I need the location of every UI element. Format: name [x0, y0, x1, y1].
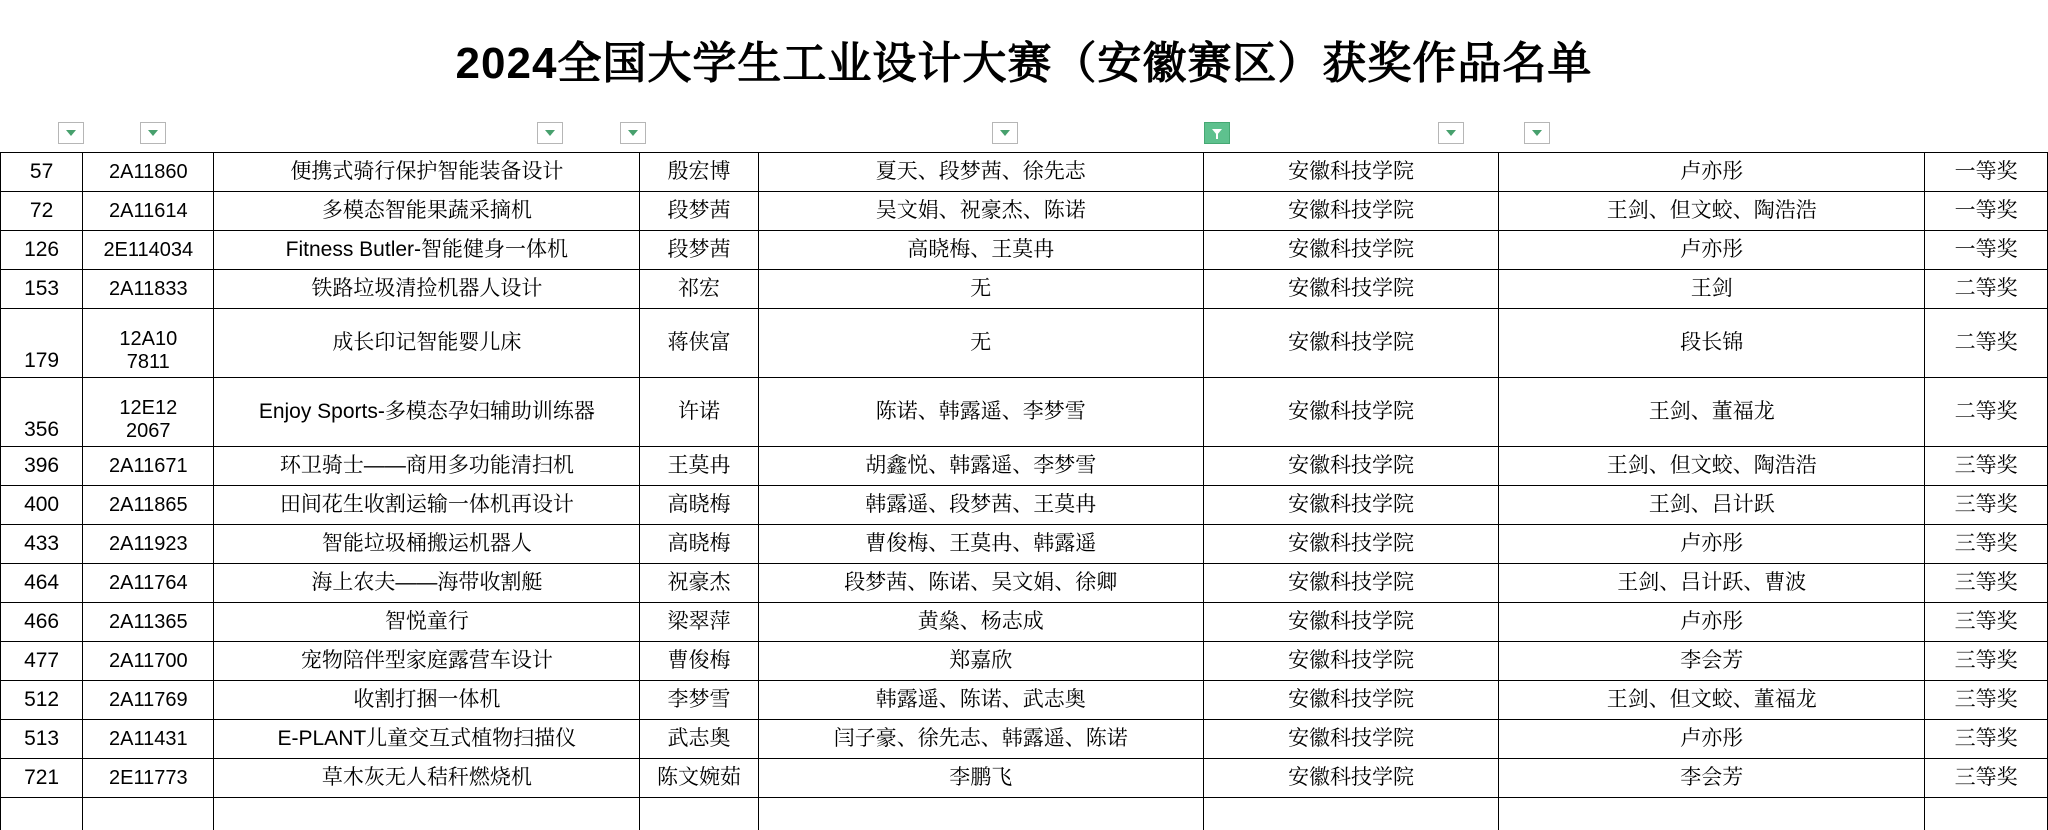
cell-advisor[interactable]: 李会芳	[1499, 759, 1925, 798]
cell-advisor[interactable]: 王剑、但文蛟、陶浩浩	[1499, 192, 1925, 231]
cell-id[interactable]: 57	[1, 153, 83, 192]
cell-id[interactable]: 466	[1, 603, 83, 642]
cell-award[interactable]: 二等奖	[1925, 270, 2048, 309]
award-list-table	[0, 152, 2048, 830]
cell-advisor[interactable]: 段长锦	[1499, 309, 1925, 378]
cell-school[interactable]: 安徽科技学院	[1203, 759, 1499, 798]
cell-first-author[interactable]: 许诺	[640, 378, 758, 447]
cell-first-author[interactable]: 段梦茜	[640, 231, 758, 270]
cell-code[interactable]: 2A11860	[83, 153, 214, 192]
cell-work-name[interactable]: Enjoy Sports-多模态孕妇辅助训练器	[214, 378, 640, 447]
table-row[interactable]	[1, 153, 2048, 192]
cell-code[interactable]: 2A11671	[83, 447, 214, 486]
filter-col-school[interactable]	[992, 122, 1018, 144]
cell-work-name[interactable]: 成长印记智能婴儿床	[214, 309, 640, 378]
filter-col-teacher[interactable]	[1204, 122, 1230, 144]
cell-award[interactable]: 三等奖	[1925, 603, 2048, 642]
cell-award[interactable]: 三等奖	[1925, 447, 2048, 486]
filter-col-id[interactable]	[58, 122, 84, 144]
table-row[interactable]	[1, 486, 2048, 525]
cell-advisor[interactable]: 王剑、但文蛟、董福龙	[1499, 681, 1925, 720]
cell-first-author[interactable]: 蒋侠富	[640, 309, 758, 378]
table-row[interactable]	[1, 759, 2048, 798]
code-line: 12A10	[85, 328, 211, 351]
cell-code[interactable]: 2A11431	[83, 720, 214, 759]
cell-code[interactable]: 2A11365	[83, 603, 214, 642]
cell-other-authors[interactable]: 陈诺、韩露遥、李梦雪	[758, 378, 1203, 447]
cell-other-authors[interactable]: 韩露遥、陈诺、武志奥	[758, 681, 1203, 720]
cell-code[interactable]: 2A11700	[83, 642, 214, 681]
cell-school[interactable]: 安徽科技学院	[1203, 681, 1499, 720]
cell-first-author[interactable]: 高晓梅	[640, 525, 758, 564]
cell-advisor[interactable]: 卢亦彤	[1499, 603, 1925, 642]
cell-id[interactable]: 356	[1, 378, 83, 447]
chevron-down-icon	[1532, 130, 1542, 136]
cell-other-authors[interactable]: 郑嘉欣	[758, 642, 1203, 681]
cell-advisor[interactable]: 王剑、但文蛟、陶浩浩	[1499, 447, 1925, 486]
cell-award[interactable]: 三等奖	[1925, 759, 2048, 798]
cell-advisor[interactable]: 卢亦彤	[1499, 525, 1925, 564]
filter-col-code[interactable]	[140, 122, 166, 144]
cell-advisor[interactable]: 王剑	[1499, 270, 1925, 309]
cell-other-authors[interactable]: 高晓梅、王莫冉	[758, 231, 1203, 270]
cell-other-authors[interactable]: 李鹏飞	[758, 759, 1203, 798]
cell-first-author[interactable]: 曹俊梅	[640, 642, 758, 681]
cell-work-name[interactable]: 环卫骑士——商用多功能清扫机	[214, 447, 640, 486]
cell-id[interactable]: 72	[1, 192, 83, 231]
cell-school[interactable]: 安徽科技学院	[1203, 231, 1499, 270]
cell-first-author[interactable]: 梁翠萍	[640, 603, 758, 642]
cell-code[interactable]: 2E11773	[83, 759, 214, 798]
table-row[interactable]	[1, 192, 2048, 231]
cell-school[interactable]: 安徽科技学院	[1203, 447, 1499, 486]
cell-work-name[interactable]: E-PLANT儿童交互式植物扫描仪	[214, 720, 640, 759]
cell-award[interactable]: 一等奖	[1925, 231, 2048, 270]
table-row[interactable]	[1, 378, 2048, 447]
title-row	[0, 0, 2048, 118]
code-line: 12E12	[85, 397, 211, 420]
cell-first-author[interactable]: 陈文婉茹	[640, 759, 758, 798]
cell-id[interactable]: 396	[1, 447, 83, 486]
cell-other-authors[interactable]: 无	[758, 270, 1203, 309]
cell-id[interactable]: 153	[1, 270, 83, 309]
filter-col-members[interactable]	[620, 122, 646, 144]
cell-work-name[interactable]: 海上农夫——海带收割艇	[214, 564, 640, 603]
cell-first-author[interactable]	[640, 798, 758, 830]
filter-col-author[interactable]	[537, 122, 563, 144]
cell-code[interactable]: 2E114034	[83, 231, 214, 270]
cell-code[interactable]: 2A11865	[83, 486, 214, 525]
chevron-down-icon	[1000, 130, 1010, 136]
cell-id[interactable]: 512	[1, 681, 83, 720]
cell-first-author[interactable]: 武志奥	[640, 720, 758, 759]
cell-code[interactable]: 2A11923	[83, 525, 214, 564]
cell-school[interactable]	[1203, 798, 1499, 830]
cell-award[interactable]: 三等奖	[1925, 525, 2048, 564]
cell-award[interactable]: 三等奖	[1925, 642, 2048, 681]
cell-first-author[interactable]: 段梦茜	[640, 192, 758, 231]
cell-id[interactable]: 126	[1, 231, 83, 270]
cell-other-authors[interactable]: 段梦茜、陈诺、吴文娟、徐卿	[758, 564, 1203, 603]
table-row[interactable]	[1, 309, 2048, 378]
filter-col-teacher2[interactable]	[1438, 122, 1464, 144]
chevron-down-icon	[628, 130, 638, 136]
table-row[interactable]	[1, 564, 2048, 603]
cell-advisor[interactable]: 王剑、董福龙	[1499, 378, 1925, 447]
cell-advisor[interactable]: 卢亦彤	[1499, 153, 1925, 192]
filter-col-award[interactable]	[1524, 122, 1550, 144]
cell-school[interactable]: 安徽科技学院	[1203, 486, 1499, 525]
cell-work-name[interactable]: 铁路垃圾清捡机器人设计	[214, 270, 640, 309]
cell-advisor[interactable]: 王剑、吕计跃、曹波	[1499, 564, 1925, 603]
chevron-down-icon	[148, 130, 158, 136]
cell-other-authors[interactable]: 黄燊、杨志成	[758, 603, 1203, 642]
cell-other-authors[interactable]: 夏天、段梦茜、徐先志	[758, 153, 1203, 192]
cell-first-author[interactable]: 李梦雪	[640, 681, 758, 720]
cell-id[interactable]: 179	[1, 309, 83, 378]
cell-other-authors[interactable]: 胡鑫悦、韩露遥、李梦雪	[758, 447, 1203, 486]
cell-other-authors[interactable]: 吴文娟、祝豪杰、陈诺	[758, 192, 1203, 231]
page-title: 2024全国大学生工业设计大赛（安徽赛区）获奖作品名单	[456, 27, 1593, 91]
cell-other-authors[interactable]: 闫子豪、徐先志、韩露遥、陈诺	[758, 720, 1203, 759]
cell-school[interactable]: 安徽科技学院	[1203, 378, 1499, 447]
cell-award[interactable]: 二等奖	[1925, 309, 2048, 378]
cell-award[interactable]: 三等奖	[1925, 681, 2048, 720]
cell-first-author[interactable]: 祁宏	[640, 270, 758, 309]
cell-award[interactable]: 三等奖	[1925, 486, 2048, 525]
cell-advisor[interactable]: 王剑、吕计跃	[1499, 486, 1925, 525]
cell-award[interactable]: 二等奖	[1925, 378, 2048, 447]
cell-work-name[interactable]: 草木灰无人秸秆燃烧机	[214, 759, 640, 798]
cell-code[interactable]	[83, 798, 214, 830]
cell-award[interactable]: 三等奖	[1925, 564, 2048, 603]
table-row[interactable]	[1, 270, 2048, 309]
table-row[interactable]	[1, 720, 2048, 759]
cell-award[interactable]: 一等奖	[1925, 192, 2048, 231]
cell-award[interactable]	[1925, 798, 2048, 830]
cell-work-name[interactable]: Fitness Butler-智能健身一体机	[214, 231, 640, 270]
cell-school[interactable]: 安徽科技学院	[1203, 642, 1499, 681]
cell-code[interactable]	[83, 309, 214, 378]
cell-work-name[interactable]: 宠物陪伴型家庭露营车设计	[214, 642, 640, 681]
cell-award[interactable]: 三等奖	[1925, 720, 2048, 759]
cell-work-name[interactable]: 智悦童行	[214, 603, 640, 642]
cell-work-name[interactable]: 便携式骑行保护智能装备设计	[214, 153, 640, 192]
table-row[interactable]	[1, 231, 2048, 270]
cell-id[interactable]: 400	[1, 486, 83, 525]
cell-work-name[interactable]	[214, 798, 640, 830]
cell-other-authors[interactable]	[758, 798, 1203, 830]
table-row[interactable]	[1, 603, 2048, 642]
cell-code[interactable]: 2A11614	[83, 192, 214, 231]
table-row[interactable]	[1, 642, 2048, 681]
cell-id[interactable]: 477	[1, 642, 83, 681]
table-row[interactable]	[1, 447, 2048, 486]
cell-school[interactable]: 安徽科技学院	[1203, 192, 1499, 231]
cell-advisor[interactable]	[1499, 798, 1925, 830]
cell-advisor[interactable]: 李会芳	[1499, 642, 1925, 681]
cell-id[interactable]: 721	[1, 759, 83, 798]
code-line: 7811	[85, 351, 211, 374]
cell-advisor[interactable]: 卢亦彤	[1499, 231, 1925, 270]
cell-id[interactable]	[1, 798, 83, 830]
cell-work-name[interactable]: 收割打捆一体机	[214, 681, 640, 720]
autofilter-row	[0, 118, 2048, 152]
cell-work-name[interactable]: 多模态智能果蔬采摘机	[214, 192, 640, 231]
cell-first-author[interactable]: 王莫冉	[640, 447, 758, 486]
cell-work-name[interactable]: 智能垃圾桶搬运机器人	[214, 525, 640, 564]
cell-other-authors[interactable]: 韩露遥、段梦茜、王莫冉	[758, 486, 1203, 525]
chevron-down-icon	[545, 130, 555, 136]
cell-school[interactable]: 安徽科技学院	[1203, 720, 1499, 759]
cell-id[interactable]: 433	[1, 525, 83, 564]
cell-award[interactable]: 一等奖	[1925, 153, 2048, 192]
cell-school[interactable]: 安徽科技学院	[1203, 153, 1499, 192]
cell-code[interactable]: 2A11833	[83, 270, 214, 309]
cell-school[interactable]: 安徽科技学院	[1203, 603, 1499, 642]
cell-code[interactable]: 2A11764	[83, 564, 214, 603]
cell-school[interactable]: 安徽科技学院	[1203, 309, 1499, 378]
table-row-partial[interactable]	[1, 798, 2048, 830]
cell-id[interactable]: 513	[1, 720, 83, 759]
cell-school[interactable]: 安徽科技学院	[1203, 270, 1499, 309]
table-row[interactable]	[1, 681, 2048, 720]
cell-advisor[interactable]: 卢亦彤	[1499, 720, 1925, 759]
cell-other-authors[interactable]: 无	[758, 309, 1203, 378]
table-row[interactable]	[1, 525, 2048, 564]
filter-funnel-icon	[1212, 128, 1223, 139]
table-body	[1, 153, 2048, 830]
cell-first-author[interactable]: 殷宏博	[640, 153, 758, 192]
cell-first-author[interactable]: 祝豪杰	[640, 564, 758, 603]
chevron-down-icon	[1446, 130, 1456, 136]
cell-first-author[interactable]: 高晓梅	[640, 486, 758, 525]
cell-work-name[interactable]: 田间花生收割运输一体机再设计	[214, 486, 640, 525]
chevron-down-icon	[66, 130, 76, 136]
code-line: 2067	[85, 420, 211, 443]
cell-code[interactable]	[83, 378, 214, 447]
cell-id[interactable]: 464	[1, 564, 83, 603]
cell-other-authors[interactable]: 曹俊梅、王莫冉、韩露遥	[758, 525, 1203, 564]
cell-school[interactable]: 安徽科技学院	[1203, 564, 1499, 603]
cell-school[interactable]: 安徽科技学院	[1203, 525, 1499, 564]
cell-code[interactable]: 2A11769	[83, 681, 214, 720]
